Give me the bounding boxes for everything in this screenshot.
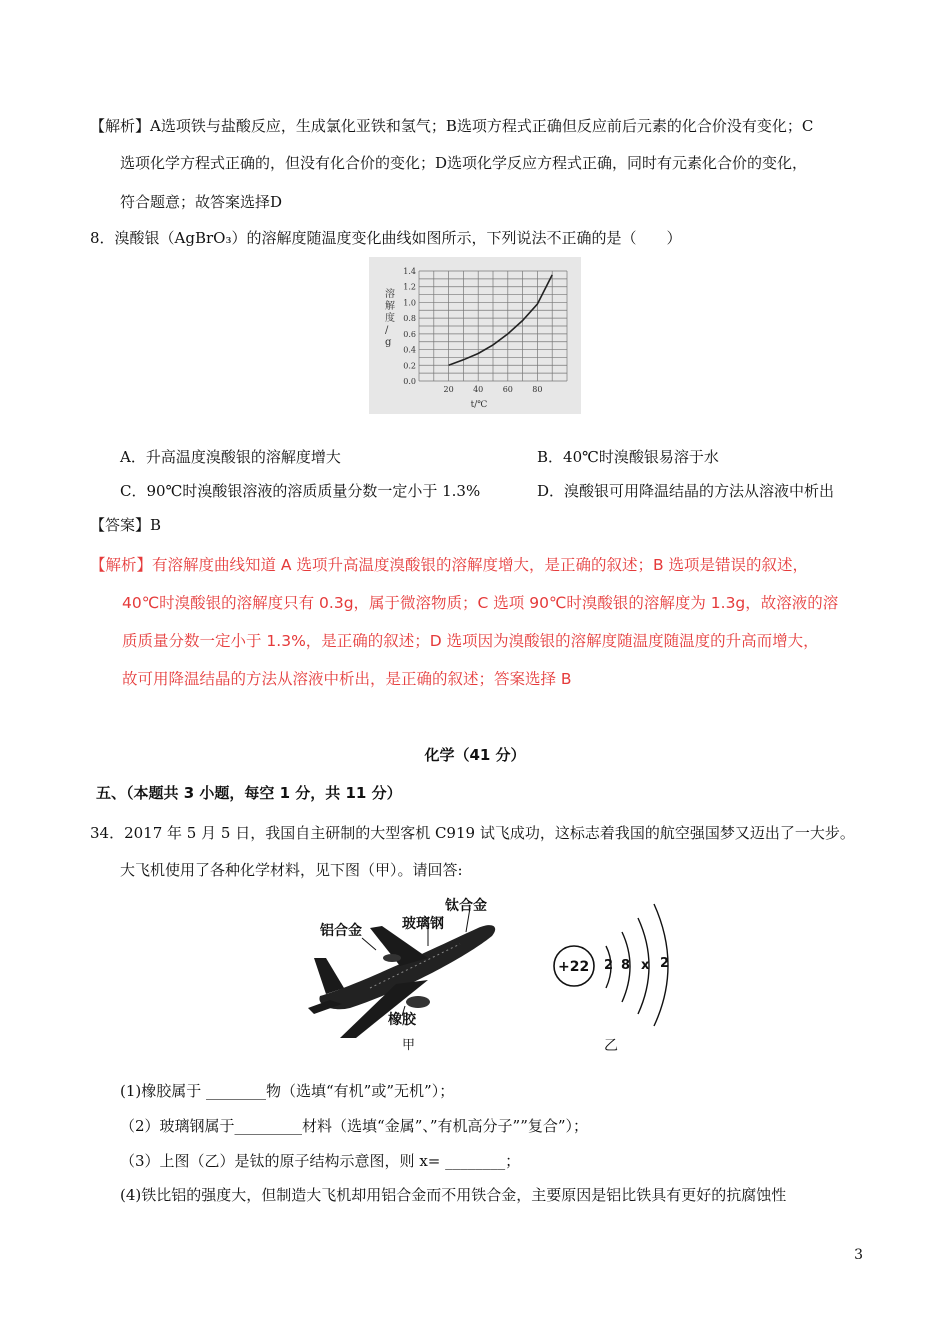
y-tick-labels [403,267,416,386]
x-tick-label: 80 [532,385,543,394]
label-aluminum-alloy: 铝合金 [320,923,362,939]
label-titanium-alloy: 钛合金 [445,898,487,914]
analysis-7-line-2: 选项化学方程式正确的，但没有化合价的变化；D选项化学反应方程式正确，同时有元素化合价的变化， [120,154,808,172]
y-tick-label: 0.2 [403,361,416,371]
x-tick-labels [444,385,543,394]
analysis-8-line-3: 质质量分数一定小于 1.3%，是正确的叙述；D 选项因为溴酸银的溶解度随温度随温度的升高而增大， [122,632,819,650]
sub-question-2: （2）玻璃钢属于_________材料（选填“金属”、”有机高分子””复合”）； [120,1117,589,1135]
y-tick-label: 1.2 [403,282,416,292]
section-heading: 五、（本题共 3 小题，每空 1 分，共 11 分） [96,784,402,802]
label-yi: 乙 [604,1038,618,1054]
y-tick-label: 0.4 [403,345,416,355]
nucleus-charge: +22 [558,959,590,975]
analysis-8-line-4: 故可用降温结晶的方法从溶液中析出，是正确的叙述；答案选择 B [122,670,572,688]
analysis-8-line-2: 40℃时溴酸银的溶解度只有 0.3g，属于微溶物质；C 选项 90℃时溴酸银的溶解度为 1.3g，故溶液的溶 [122,594,839,612]
analysis-7-line-3: 符合题意；故答案选择D [120,193,283,211]
chart-grid [419,271,567,381]
airplane-figure [300,888,520,1058]
option-a: A．升高温度溴酸银的溶解度增大 [120,448,341,466]
shell-4-electrons: 2 [660,956,670,971]
page-number: 3 [854,1247,863,1263]
x-tick-label: 20 [443,385,454,394]
analysis-8-line-1: 【解析】有溶解度曲线知道 A 选项升高温度溴酸银的溶解度增大，是正确的叙述；B 选项是错误的叙述， [90,556,809,574]
y-tick-label: 0.6 [403,329,416,339]
sub-question-3: （3）上图（乙）是钛的原子结构示意图，则 x= ________； [120,1152,521,1170]
section-title: 化学（41 分） [424,746,526,764]
question-34-line-1: 34．2017 年 5 月 5 日，我国自主研制的大型客机 C919 试飞成功，这标志着我国的航空强国梦又迈出了一大步。 [90,824,855,842]
option-b: B．40℃时溴酸银易溶于水 [537,448,719,466]
label-jia: 甲 [402,1038,416,1053]
shell-2-electrons: 8 [621,958,631,973]
y-tick-label: 1.0 [403,298,416,308]
shell-3-electrons: x [641,958,650,973]
shell-1-electrons: 2 [604,958,614,973]
x-axis-label: t/℃ [470,400,488,410]
solubility-chart [369,257,581,414]
sub-question-1: (1)橡胶属于 ________物（选填“有机”或”无机”）； [120,1082,455,1100]
sub-question-4: (4)铁比铝的强度大，但制造大飞机却用铝合金而不用铁合金，主要原因是铝比铁具有更好的抗腐蚀性 [120,1186,787,1204]
y-tick-label: 1.4 [403,267,416,276]
analysis-7-line-1: 【解析】A选项铁与盐酸反应，生成氯化亚铁和氢气；B选项方程式正确但反应前后元素的化合价没有变化；C [90,117,814,135]
atom-structure-figure [550,898,690,1058]
y-tick-label: 0.8 [403,314,416,324]
label-rubber: 橡胶 [388,1012,416,1028]
question-34-line-2: 大飞机使用了各种化学材料，见下图（甲）。请回答: [120,861,463,879]
label-fiberglass: 玻璃钢 [402,916,444,932]
solubility-curve [449,275,553,365]
option-c: C．90℃时溴酸银溶液的溶质质量分数一定小于 1.3% [120,482,481,500]
solubility-chart-svg [369,257,581,414]
option-d: D．溴酸银可用降温结晶的方法从溶液中析出 [537,482,835,500]
x-tick-label: 60 [502,385,513,394]
y-tick-label: 0.0 [403,377,416,386]
y-axis-label: 溶解度/ g [385,289,395,348]
x-tick-label: 40 [473,385,484,394]
answer-8: 【答案】B [90,516,162,534]
question-8-stem: 8．溴酸银（AgBrO₃）的溶解度随温度变化曲线如图所示，下列说法不正确的是（ ） [90,229,682,247]
